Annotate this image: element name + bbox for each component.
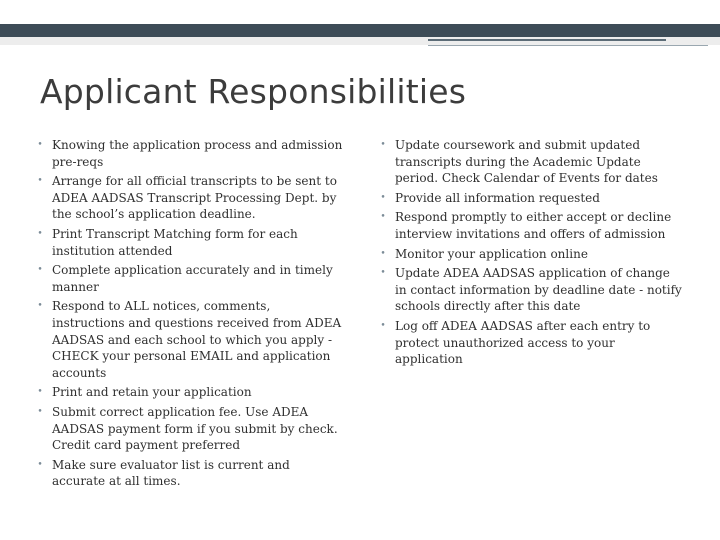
list-item	[377, 265, 682, 315]
bullet-icon: •	[37, 228, 43, 239]
bullet-icon: •	[380, 140, 386, 150]
bullet-icon: •	[37, 406, 43, 417]
list-item	[34, 137, 344, 170]
list-item	[34, 262, 344, 295]
list-item-text: Respond to ALL notices, comments, instructions and questions received from ADEA AADSAS and each school to which you apply - CHECK your personal EMAIL and application accounts	[52, 299, 342, 380]
list-item-text: Print Transcript Matching form for each institution attended	[52, 226, 298, 258]
slide-title: Applicant Responsibilities	[40, 72, 467, 111]
list-item-text: Provide all information requested	[395, 190, 600, 205]
header-bar	[0, 24, 720, 37]
list-item-text: Arrange for all official transcripts to be sent to ADEA AADSAS Transcript Processing Dept. by the school’s application deadline.	[52, 174, 337, 222]
list-item	[34, 298, 344, 381]
list-item	[34, 404, 344, 454]
bullet-icon: •	[380, 192, 386, 203]
list-item-text: Complete application accurately and in timely manner	[52, 263, 333, 294]
accent-line	[428, 39, 666, 41]
list-item-text: Update coursework and submit updated transcripts during the Academic Update period. Check Calendar of Events for dates	[395, 138, 658, 186]
bullet-icon: •	[380, 248, 386, 259]
bullet-icon: •	[380, 320, 386, 331]
bullet-icon: •	[37, 459, 43, 470]
bullet-icon: •	[380, 212, 386, 223]
list-item-text: Update ADEA AADSAS application of change in contact information by deadline date - notify schools directly after this date	[395, 266, 682, 314]
list-item	[34, 384, 344, 401]
accent-line-thin	[428, 45, 708, 46]
right-bullet-list	[377, 137, 682, 371]
list-item	[34, 173, 344, 223]
bullet-icon: •	[37, 176, 43, 187]
list-item-text: Make sure evaluator list is current and accurate at all times.	[52, 457, 290, 489]
list-item-text: Log off ADEA AADSAS after each entry to protect unauthorized access to your application	[395, 318, 651, 367]
list-item-text: Monitor your application online	[395, 246, 588, 261]
list-item	[34, 226, 344, 259]
bullet-icon: •	[37, 265, 43, 276]
list-item	[377, 209, 682, 242]
list-item-text: Print and retain your application	[52, 385, 252, 400]
bullet-icon: •	[380, 268, 386, 279]
list-item	[377, 137, 682, 187]
top-band	[0, 0, 720, 24]
bullet-icon: •	[37, 301, 43, 312]
bullet-icon: •	[37, 387, 43, 398]
bullet-icon: •	[37, 140, 43, 150]
list-item	[377, 190, 682, 207]
list-item-text: Respond promptly to either accept or decline interview invitations and offers of admission	[395, 210, 672, 241]
list-item	[34, 457, 344, 490]
list-item	[377, 318, 682, 368]
list-item-text: Knowing the application process and admission pre-reqs	[52, 138, 343, 169]
list-item-text: Submit correct application fee. Use ADEA AADSAS payment form if you submit by check. Credit card payment preferred	[52, 404, 338, 453]
left-bullet-list	[34, 137, 344, 493]
list-item	[377, 246, 682, 263]
